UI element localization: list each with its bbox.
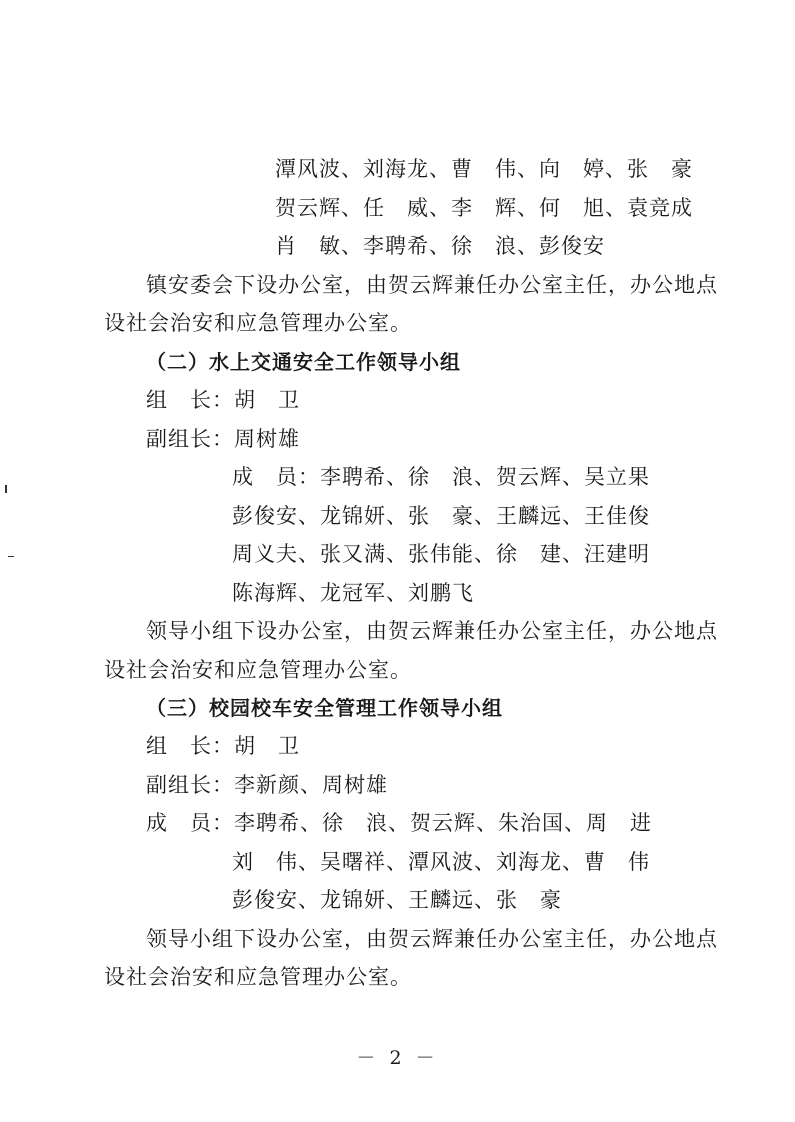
- scan-mark: [8, 556, 14, 557]
- office-note-line: 设社会治安和应急管理办公室。: [104, 311, 412, 335]
- member-line: 刘 伟、吴曙祥、潭风波、刘海龙、曹 伟: [232, 850, 650, 874]
- member-line: 彭俊安、龙锦妍、王麟远、张 豪: [232, 888, 562, 912]
- office-note-line: 设社会治安和应急管理办公室。: [104, 658, 412, 682]
- leader-line: 组 长：胡 卫: [146, 388, 300, 412]
- section-heading: （三）校园校车安全管理工作领导小组: [146, 696, 503, 720]
- member-line: 彭俊安、龙锦妍、张 豪、王麟远、王佳俊: [232, 504, 650, 528]
- member-line: 贺云辉、任 威、李 辉、何 旭、袁竞成: [275, 196, 693, 220]
- section-heading: （二）水上交通安全工作领导小组: [146, 350, 461, 374]
- member-line: 周义夫、张又满、张伟能、徐 建、汪建明: [232, 542, 650, 566]
- office-note-line: 镇安委会下设办公室，由贺云辉兼任办公室主任，办公地点: [146, 273, 718, 297]
- leader-line: 组 长：胡 卫: [146, 734, 300, 758]
- deputy-line: 副组长：周树雄: [146, 427, 300, 451]
- member-line: 成 员：李聘希、徐 浪、贺云辉、朱治国、周 进: [146, 811, 652, 835]
- member-line: 陈海辉、龙冠军、刘鹏飞: [232, 581, 474, 605]
- deputy-line: 副组长：李新颜、周树雄: [146, 773, 388, 797]
- office-note-line: 领导小组下设办公室，由贺云辉兼任办公室主任，办公地点: [146, 619, 718, 643]
- scan-mark: [5, 485, 7, 493]
- member-line: 潭风波、刘海龙、曹 伟、向 婷、张 豪: [275, 157, 693, 181]
- office-note-line: 领导小组下设办公室，由贺云辉兼任办公室主任，办公地点: [146, 927, 718, 951]
- office-note-line: 设社会治安和应急管理办公室。: [104, 965, 412, 989]
- member-line: 成 员：李聘希、徐 浪、贺云辉、吴立果: [232, 465, 650, 489]
- page-number: － 2 －: [356, 1047, 439, 1069]
- member-line: 肖 敏、李聘希、徐 浪、彭俊安: [275, 234, 605, 258]
